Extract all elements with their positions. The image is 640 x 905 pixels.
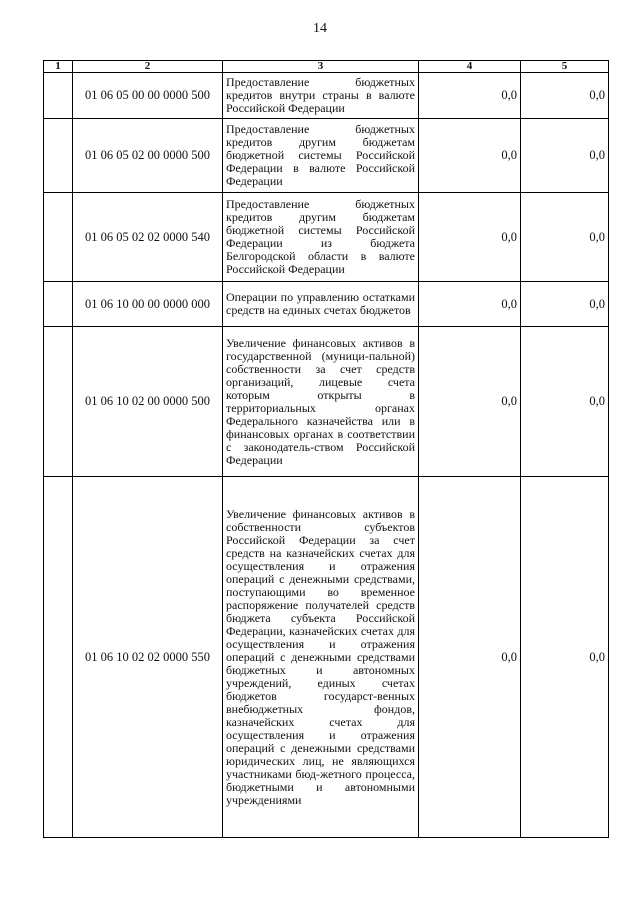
value-col5-cell: 0,0: [521, 73, 609, 119]
row-index-cell: [44, 73, 73, 119]
table-row: [44, 119, 609, 193]
row-index-cell: [44, 327, 73, 477]
table-row: [44, 477, 609, 838]
description-cell: Предоставление бюджетных кредитов внутри страны в валюте Российской Федерации: [223, 73, 419, 119]
row-index-cell: [44, 193, 73, 282]
value-col5-cell: 0,0: [521, 282, 609, 327]
column-header-4: 4: [419, 61, 521, 73]
description-cell: Предоставление бюджетных кредитов другим бюджетам бюджетной системы Российской Федерации в валюте Российской Федерации: [223, 119, 419, 193]
table-row: [44, 282, 609, 327]
description-cell: Предоставление бюджетных кредитов другим бюджетам бюджетной системы Российской Федерации из бюджета Белгородской области в валюте Российской Федерации: [223, 193, 419, 282]
description-cell: Увеличение финансовых активов в государственной (муници-пальной) собственности за счет средств организаций, лицевые счета которым открыты в территориальных органах Федерального казначейства или в финансовых органах в соответствии с законодатель-ством Российской Федерации: [223, 327, 419, 477]
budget-code-cell: 01 06 05 00 00 0000 500: [73, 73, 223, 119]
column-header-2: 2: [73, 61, 223, 73]
page-number: 14: [313, 21, 327, 36]
table-header-row: [44, 61, 609, 73]
budget-code-cell: 01 06 10 02 02 0000 550: [73, 477, 223, 838]
column-header-3: 3: [223, 61, 419, 73]
column-header-1: 1: [44, 61, 73, 73]
value-col4-cell: 0,0: [419, 193, 521, 282]
value-col5-cell: 0,0: [521, 477, 609, 838]
description-cell: Операции по управлению остатками средств на единых счетах бюджетов: [223, 282, 419, 327]
value-col4-cell: 0,0: [419, 73, 521, 119]
budget-code-cell: 01 06 05 02 00 0000 500: [73, 119, 223, 193]
value-col5-cell: 0,0: [521, 119, 609, 193]
value-col5-cell: 0,0: [521, 193, 609, 282]
budget-sources-table: [43, 60, 609, 838]
row-index-cell: [44, 282, 73, 327]
value-col4-cell: 0,0: [419, 119, 521, 193]
table-row: [44, 193, 609, 282]
value-col5-cell: 0,0: [521, 327, 609, 477]
value-col4-cell: 0,0: [419, 477, 521, 838]
budget-code-cell: 01 06 10 02 00 0000 500: [73, 327, 223, 477]
table-row: [44, 73, 609, 119]
value-col4-cell: 0,0: [419, 282, 521, 327]
row-index-cell: [44, 477, 73, 838]
row-index-cell: [44, 119, 73, 193]
budget-code-cell: 01 06 10 00 00 0000 000: [73, 282, 223, 327]
description-cell: Увеличение финансовых активов в собственности субъектов Российской Федерации за счет средств на казначейских счетах для осуществления и отражения операций с денежными средствами, поступающими во временное распоряжение получателей средств бюджета субъекта Российской Федерации, казначейских счетах для осуществления и отражения операций с денежными средствами бюджетных и автономных учреждений, единых счетах бюджетов государст-венных внебюджетных фондов, казначейских счетах для осуществления и отражения операций с денежными средствами юридических лиц, не являющихся участниками бюд-жетного процесса, бюджетными и автономными учреждениями: [223, 477, 419, 838]
value-col4-cell: 0,0: [419, 327, 521, 477]
table-row: [44, 327, 609, 477]
budget-code-cell: 01 06 05 02 02 0000 540: [73, 193, 223, 282]
column-header-5: 5: [521, 61, 609, 73]
